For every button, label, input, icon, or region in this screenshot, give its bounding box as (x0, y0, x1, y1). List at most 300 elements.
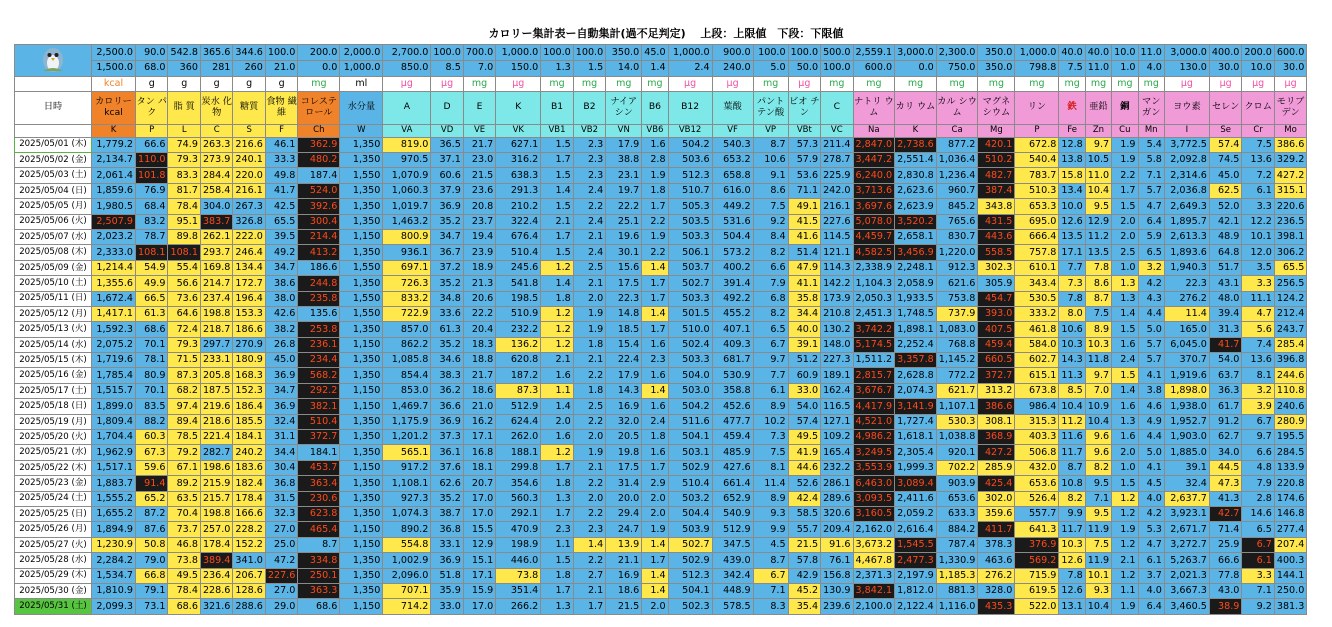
date-cell: 2025/05/08 (木) (15, 245, 92, 260)
value-cell: 83.2 (136, 214, 168, 229)
day-row[interactable] (15, 583, 1307, 598)
day-row[interactable] (15, 430, 1307, 445)
value-cell: 1,350 (340, 506, 383, 521)
value-cell: 280.9 (1274, 414, 1306, 429)
value-cell: 363.4 (298, 476, 340, 491)
value-cell: 3,141.9 (895, 399, 937, 414)
value-cell: 7.5 (1242, 137, 1274, 152)
value-cell: 79.3 (168, 337, 200, 352)
value-cell: 2.2 (573, 199, 605, 214)
value-cell: 19.7 (606, 183, 642, 198)
value-cell: 80.9 (136, 368, 168, 383)
value-cell: 2.2 (573, 553, 605, 568)
day-row[interactable] (15, 506, 1307, 521)
value-cell: 5.7 (1138, 183, 1164, 198)
value-cell: 2,248.1 (895, 260, 937, 275)
value-cell: 64.6 (168, 306, 200, 321)
value-cell: 638.3 (496, 168, 541, 183)
upper-limit-cell: 100.0 (788, 45, 820, 61)
value-cell: 211.4 (821, 137, 853, 152)
value-cell: 722.9 (383, 306, 431, 321)
nutrient-header-cell: カリ ウム (895, 91, 937, 124)
value-cell: 4.1 (1138, 460, 1164, 475)
lower-limit-cell: 2.4 (668, 60, 712, 76)
value-cell: 503.6 (668, 152, 712, 167)
value-cell: 12.6 (1059, 553, 1085, 568)
value-cell: 67.1 (168, 460, 200, 475)
upper-limit-cell: 350.0 (978, 45, 1015, 61)
value-cell: 214.4 (298, 229, 340, 244)
value-cell: 1,150 (340, 537, 383, 552)
value-cell: 10.3 (1085, 337, 1111, 352)
value-cell: 1,220.0 (936, 245, 978, 260)
value-cell: 240.2 (233, 445, 265, 460)
value-cell: 2.2 (642, 245, 668, 260)
value-cell: 2.1 (573, 460, 605, 475)
value-cell: 565.1 (383, 445, 431, 460)
value-cell: 1.5 (541, 245, 573, 260)
value-cell: 36.2 (431, 383, 463, 398)
value-cell: 503.1 (668, 445, 712, 460)
value-cell: 146.8 (1274, 506, 1306, 521)
value-cell: 358.8 (712, 383, 753, 398)
day-row[interactable] (15, 414, 1307, 429)
value-cell: 1.6 (642, 368, 668, 383)
value-cell: 288.6 (233, 599, 265, 614)
value-cell: 227.3 (821, 353, 853, 368)
value-cell: 61.3 (431, 322, 463, 337)
value-cell: 8.2 (753, 245, 788, 260)
value-cell: 439.0 (712, 553, 753, 568)
value-cell: 49.8 (265, 168, 297, 183)
value-cell: 1,511.2 (853, 353, 895, 368)
value-cell: 68.6 (136, 322, 168, 337)
value-cell: 54.0 (1209, 353, 1241, 368)
nutrient-header-cell: タン パク (136, 91, 168, 124)
value-cell: 316.2 (496, 152, 541, 167)
value-cell: 1.6 (1112, 430, 1138, 445)
value-cell: 714.2 (383, 599, 431, 614)
value-cell: 1,116.0 (936, 599, 978, 614)
nutrient-header-cell: ビオ チン (788, 91, 820, 124)
upper-limit-cell: 10.0 (1112, 45, 1138, 61)
value-cell: 21.1 (606, 553, 642, 568)
value-cell: 540.9 (712, 506, 753, 521)
value-cell: 1.4 (541, 276, 573, 291)
value-cell: 2.0 (541, 414, 573, 429)
unit-cell: mg (1085, 76, 1111, 91)
value-cell: 313.2 (978, 383, 1015, 398)
value-cell: 4,417.9 (853, 399, 895, 414)
abbr-cell: VB6 (642, 124, 668, 137)
value-cell: 409.3 (712, 337, 753, 352)
date-cell: 2025/05/18 (日) (15, 399, 92, 414)
value-cell: 10.4 (1085, 599, 1111, 614)
date-cell: 2025/05/26 (月) (15, 522, 92, 537)
value-cell: 78.4 (168, 199, 200, 214)
value-cell: 3.7 (1138, 568, 1164, 583)
day-row[interactable] (15, 476, 1307, 491)
value-cell: 329.2 (1274, 152, 1306, 167)
value-cell: 2.8 (1242, 491, 1274, 506)
value-cell: 2.0 (642, 506, 668, 521)
abbr-cell: VP (753, 124, 788, 137)
value-cell: 51.2 (788, 353, 820, 368)
value-cell: 485.9 (712, 445, 753, 460)
value-cell: 25.1 (606, 214, 642, 229)
value-cell: 32.3 (265, 506, 297, 521)
value-cell: 2,847.0 (853, 137, 895, 152)
value-cell: 148.0 (821, 337, 853, 352)
value-cell: 1,469.7 (383, 399, 431, 414)
lower-limit-cell: 30.0 (1274, 60, 1306, 76)
day-row[interactable] (15, 445, 1307, 460)
abbr-cell: K (895, 124, 937, 137)
date-cell: 2025/05/29 (木) (15, 568, 92, 583)
day-row[interactable] (15, 353, 1307, 368)
value-cell: 320.6 (821, 506, 853, 521)
value-cell: 174.6 (1274, 491, 1306, 506)
value-cell: 584.0 (1015, 337, 1059, 352)
value-cell: 48.9 (1209, 229, 1241, 244)
lower-limit-cell: 4.0 (1138, 60, 1164, 76)
upper-limit-cell: 500.0 (821, 45, 853, 61)
value-cell: 321.6 (200, 599, 232, 614)
date-cell: 2025/05/20 (火) (15, 430, 92, 445)
value-cell: 2,371.3 (853, 568, 895, 583)
value-cell: 25.0 (265, 537, 297, 552)
value-cell: 230.6 (298, 491, 340, 506)
upper-limit-cell: 2,000.0 (340, 45, 383, 61)
value-cell: 7.4 (1242, 337, 1274, 352)
value-cell: 3,160.5 (853, 506, 895, 521)
value-cell: 1.2 (1112, 506, 1138, 521)
value-cell: 165.4 (821, 445, 853, 460)
date-header-cell: 日時 (15, 91, 92, 124)
day-row[interactable] (15, 199, 1307, 214)
value-cell: 1,150 (340, 460, 383, 475)
value-cell: 130.9 (821, 583, 853, 598)
lower-limit-row (15, 60, 1307, 76)
value-cell: 2,058.9 (895, 276, 937, 291)
value-cell: 2.0 (573, 291, 605, 306)
value-cell: 89.2 (168, 476, 200, 491)
day-row[interactable] (15, 553, 1307, 568)
unit-cell: mg (642, 76, 668, 91)
value-cell: 1,894.9 (92, 522, 136, 537)
value-cell: 236.1 (298, 337, 340, 352)
value-cell: 9.6 (1085, 445, 1111, 460)
day-row[interactable] (15, 322, 1307, 337)
value-cell: 59.6 (136, 460, 168, 475)
day-row[interactable] (15, 568, 1307, 583)
value-cell: 1,350 (340, 183, 383, 198)
day-row[interactable] (15, 168, 1307, 183)
value-cell: 198.8 (200, 306, 232, 321)
day-row[interactable] (15, 460, 1307, 475)
value-cell: 541.8 (496, 276, 541, 291)
value-cell: 449.2 (712, 199, 753, 214)
value-cell: 1,545.5 (895, 537, 937, 552)
value-cell: 398.1 (1274, 229, 1306, 244)
value-cell: 34.8 (431, 291, 463, 306)
value-cell: 124.2 (1274, 291, 1306, 306)
day-row[interactable] (15, 522, 1307, 537)
value-cell: 986.4 (1015, 399, 1059, 414)
value-cell: 50.8 (136, 537, 168, 552)
value-cell: 9.3 (1085, 583, 1111, 598)
value-cell: 2.1 (541, 353, 573, 368)
value-cell: 359.6 (978, 506, 1015, 521)
date-cell: 2025/05/16 (金) (15, 368, 92, 383)
value-cell: 772.2 (936, 368, 978, 383)
abbr-cell: Ch (298, 124, 340, 137)
day-row[interactable] (15, 306, 1307, 321)
value-cell: 504.1 (668, 430, 712, 445)
unit-cell: μg (788, 76, 820, 91)
value-cell: 2,451.3 (853, 306, 895, 321)
value-cell: 1.9 (1112, 599, 1138, 614)
value-cell: 503.0 (668, 383, 712, 398)
value-cell: 55.7 (788, 522, 820, 537)
value-cell: 250.1 (298, 568, 340, 583)
day-row[interactable] (15, 152, 1307, 167)
value-cell: 341.0 (233, 553, 265, 568)
value-cell: 36.1 (431, 445, 463, 460)
value-cell: 2.1 (573, 229, 605, 244)
value-cell: 459.4 (978, 337, 1015, 352)
value-cell: 877.2 (936, 137, 978, 152)
value-cell: 7.9 (753, 276, 788, 291)
unit-cell: mg (853, 76, 895, 91)
value-cell: 36.5 (431, 137, 463, 152)
value-cell: 1,214.4 (92, 260, 136, 275)
value-cell: 198.8 (200, 506, 232, 521)
value-cell: 1.8 (573, 383, 605, 398)
value-cell: 400.2 (712, 260, 753, 275)
value-cell: 36.6 (431, 399, 463, 414)
value-cell: 912.3 (936, 260, 978, 275)
value-cell: 9.9 (753, 522, 788, 537)
day-row[interactable] (15, 368, 1307, 383)
value-cell: 697.1 (383, 260, 431, 275)
value-cell: 503.5 (668, 214, 712, 229)
value-cell: 2.3 (573, 522, 605, 537)
value-cell: 620.8 (496, 353, 541, 368)
value-cell: 510.4 (298, 414, 340, 429)
day-row[interactable] (15, 491, 1307, 506)
lower-limit-cell: 1,500.0 (92, 60, 136, 76)
value-cell: 503.9 (668, 522, 712, 537)
value-cell: 55.4 (168, 260, 200, 275)
value-cell: 19.6 (606, 229, 642, 244)
value-cell: 10.9 (1085, 399, 1111, 414)
value-cell: 4.3 (1138, 291, 1164, 306)
value-cell: 87.6 (136, 522, 168, 537)
abbr-cell: VBt (788, 124, 820, 137)
value-cell: 9.2 (1242, 599, 1274, 614)
day-row[interactable] (15, 399, 1307, 414)
value-cell: 334.8 (298, 553, 340, 568)
date-cell: 2025/05/24 (土) (15, 491, 92, 506)
value-cell: 354.6 (496, 476, 541, 491)
value-cell: 8.4 (753, 229, 788, 244)
value-cell: 1,779.2 (92, 137, 136, 152)
value-cell: 12.6 (1059, 214, 1085, 229)
value-cell: 387.4 (978, 183, 1015, 198)
value-cell: 1,036.4 (936, 152, 978, 167)
value-cell: 386.6 (1274, 137, 1306, 152)
value-cell: 36.3 (1209, 383, 1241, 398)
value-cell: 22.2 (606, 199, 642, 214)
value-cell: 1,885.0 (1164, 445, 1209, 460)
value-cell: 890.2 (383, 522, 431, 537)
value-cell: 1,999.3 (895, 460, 937, 475)
value-cell: 1,150 (340, 599, 383, 614)
value-cell: 257.0 (200, 522, 232, 537)
value-cell: 20.0 (606, 491, 642, 506)
value-cell: 621.7 (936, 383, 978, 398)
value-cell: 22.4 (606, 353, 642, 368)
day-row[interactable] (15, 214, 1307, 229)
value-cell: 737.9 (936, 306, 978, 321)
value-cell: 6,045.0 (1164, 337, 1209, 352)
value-cell: 20.6 (463, 291, 495, 306)
value-cell: 558.5 (978, 245, 1015, 260)
value-cell: 3,697.6 (853, 199, 895, 214)
value-cell: 569.2 (1015, 553, 1059, 568)
day-row[interactable] (15, 276, 1307, 291)
value-cell: 34.6 (431, 353, 463, 368)
value-cell: 289.6 (821, 491, 853, 506)
value-cell: 68.6 (168, 599, 200, 614)
value-cell: 833.2 (383, 291, 431, 306)
value-cell: 17.0 (463, 599, 495, 614)
value-cell: 2,830.8 (895, 168, 937, 183)
abbr-cell: Cu (1112, 124, 1138, 137)
value-cell: 526.4 (1015, 491, 1059, 506)
value-cell: 127.1 (821, 414, 853, 429)
unit-cell: μg (712, 76, 753, 91)
value-cell: 453.7 (298, 460, 340, 475)
value-cell: 42.9 (788, 568, 820, 583)
value-cell: 768.8 (936, 337, 978, 352)
value-cell: 7.0 (1085, 383, 1111, 398)
value-cell: 4.2 (1138, 276, 1164, 291)
value-cell: 819.0 (383, 137, 431, 152)
value-cell: 23.6 (463, 183, 495, 198)
value-cell: 239.6 (821, 599, 853, 614)
value-cell: 11.4 (753, 476, 788, 491)
value-cell: 65.5 (265, 214, 297, 229)
value-cell: 15.1 (463, 553, 495, 568)
value-cell: 16.9 (606, 568, 642, 583)
day-row[interactable] (15, 183, 1307, 198)
value-cell: 1.7 (573, 599, 605, 614)
value-cell: 31.5 (265, 491, 297, 506)
value-cell: 45.2 (788, 583, 820, 598)
value-cell: 7.2 (1242, 168, 1274, 183)
value-cell: 2.5 (1112, 245, 1138, 260)
value-cell: 1,809.4 (92, 414, 136, 429)
value-cell: 71.5 (168, 353, 200, 368)
value-cell: 5,263.7 (1164, 553, 1209, 568)
value-cell: 427.6 (712, 460, 753, 475)
value-cell: 41.7 (265, 183, 297, 198)
day-row[interactable] (15, 599, 1307, 614)
value-cell: 3.3 (1242, 199, 1274, 214)
value-cell: 35.2 (431, 491, 463, 506)
value-cell: 5.7 (1138, 337, 1164, 352)
day-row[interactable] (15, 537, 1307, 552)
lower-limit-cell: 30.0 (1209, 60, 1241, 76)
abbr-cell: I (1164, 124, 1209, 137)
value-cell: 4.6 (1138, 399, 1164, 414)
value-cell: 273.9 (200, 152, 232, 167)
value-cell: 10.1 (1242, 229, 1274, 244)
value-cell: 610.1 (1015, 260, 1059, 275)
value-cell: 505.3 (668, 199, 712, 214)
value-cell: 220.0 (233, 168, 265, 183)
date-cell: 2025/05/31 (土) (15, 599, 92, 614)
day-row[interactable] (15, 337, 1307, 352)
value-cell: 1.2 (1112, 537, 1138, 552)
value-cell: 3.9 (1242, 399, 1274, 414)
value-cell: 110.0 (136, 152, 168, 167)
value-cell: 1.5 (541, 199, 573, 214)
value-cell: 1,859.6 (92, 183, 136, 198)
day-row[interactable] (15, 383, 1307, 398)
value-cell: 1.8 (541, 568, 573, 583)
value-cell: 363.3 (298, 583, 340, 598)
nutrient-header-cell: 糖質 (233, 91, 265, 124)
day-row[interactable] (15, 229, 1307, 244)
value-cell: 1,350 (340, 445, 383, 460)
day-row[interactable] (15, 137, 1307, 152)
abbr-cell: L (168, 124, 200, 137)
nutrient-header-cell: リン (1015, 91, 1059, 124)
abbr-cell: C (200, 124, 232, 137)
value-cell: 36.8 (431, 522, 463, 537)
value-cell: 34.0 (1209, 445, 1241, 460)
value-cell: 1.3 (541, 491, 573, 506)
value-cell: 524.0 (298, 183, 340, 198)
value-cell: 2.3 (573, 152, 605, 167)
day-row[interactable] (15, 291, 1307, 306)
value-cell: 1.4 (642, 583, 668, 598)
value-cell: 1,150 (340, 383, 383, 398)
value-cell: 1.7 (642, 460, 668, 475)
value-cell: 15.6 (606, 260, 642, 275)
value-cell: 232.2 (821, 460, 853, 475)
value-cell: 53.6 (788, 168, 820, 183)
value-cell: 1,350 (340, 276, 383, 291)
value-cell: 250.0 (1274, 583, 1306, 598)
value-cell: 32.0 (606, 414, 642, 429)
value-cell: 39.1 (788, 337, 820, 352)
unit-cell: mg (298, 76, 340, 91)
value-cell: 1,893.6 (1164, 245, 1209, 260)
value-cell: 64.8 (1209, 245, 1241, 260)
value-cell: 4,467.8 (853, 553, 895, 568)
value-cell: 1.3 (1112, 414, 1138, 429)
value-cell: 1,592.3 (92, 322, 136, 337)
day-row[interactable] (15, 245, 1307, 260)
day-row[interactable] (15, 260, 1307, 275)
value-cell: 2.1 (573, 353, 605, 368)
value-cell: 7.1 (1242, 583, 1274, 598)
value-cell: 232.2 (496, 322, 541, 337)
